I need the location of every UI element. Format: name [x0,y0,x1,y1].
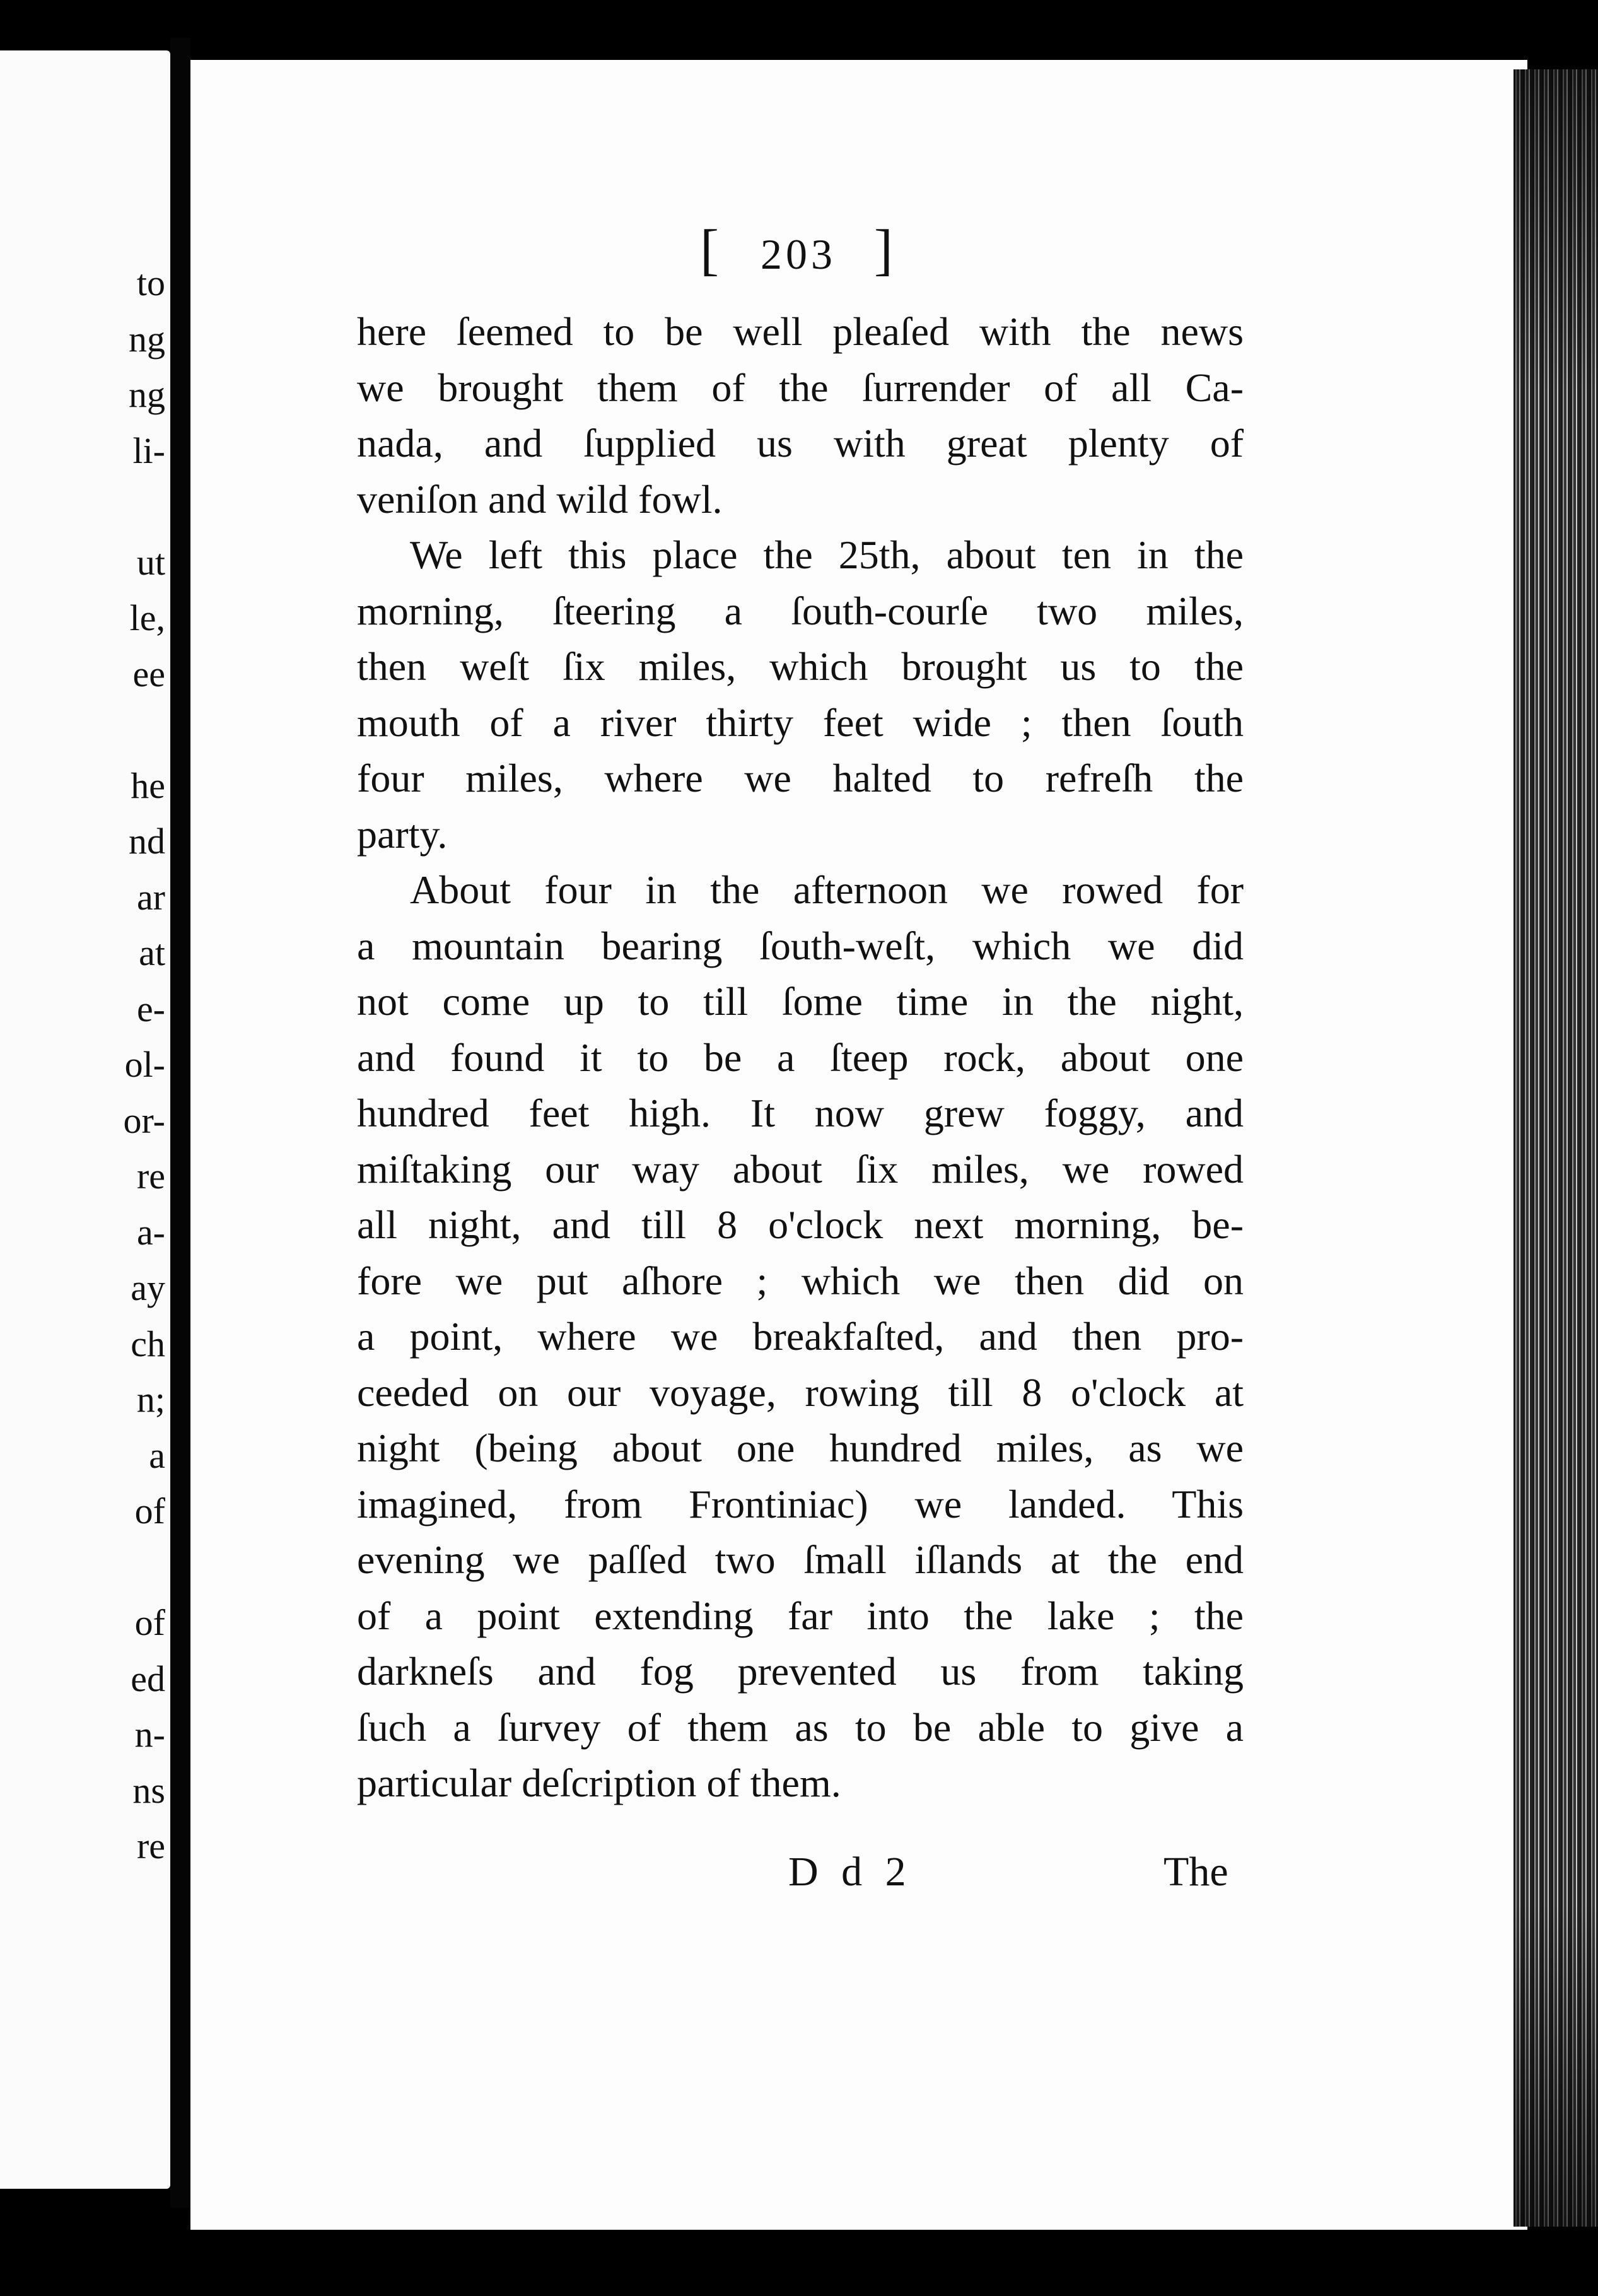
left-page-fragment: n; [136,1379,165,1420]
catchword: The [1164,1849,1228,1895]
left-page-fragment: ee [132,653,165,694]
text-line: a point, where we breakfaſted, and then pro- [357,1314,1244,1359]
left-page-fragment: ut [136,541,165,583]
left-page-fragment: li- [132,430,165,471]
text-line: then weſt ſix miles, which brought us to the [357,644,1244,689]
left-page-fragment: ng [129,374,165,415]
left-page-fragment: e- [136,988,165,1029]
text-line: mouth of a river thirty feet wide ; then ſouth [357,700,1244,745]
header-close-bracket: ] [873,219,897,281]
text-line: four miles, where we halted to refreſh the [357,756,1244,800]
signature-mark: D d 2 [788,1849,913,1895]
left-facing-page [0,50,170,2189]
text-line: About four in the afternoon we rowed for [410,867,1244,912]
left-page-fragment: ns [132,1769,165,1811]
left-page-fragment: n- [134,1714,165,1755]
text-line: ſuch a ſurvey of them as to be able to give a [357,1704,1244,1750]
left-page-fragment: a [149,1434,165,1476]
text-line: darkneſs and fog prevented us from taking [357,1649,1244,1694]
text-line: fore we put aſhore ; which we then did on [357,1258,1244,1303]
page-number: 203 [760,230,836,278]
left-page-fragment: of [134,1491,165,1532]
header-open-bracket: [ [700,219,723,281]
text-line: morning, ſteering a ſouth-courſe two miles, [357,588,1244,633]
text-line: not come up to till ſome time in the night, [357,979,1244,1024]
left-page-fragment: of [134,1602,165,1643]
page-edges [1513,69,1598,2227]
page-header [700,218,897,283]
left-page-fragment: a- [136,1211,165,1253]
text-line: ceeded on our voyage, rowing till 8 o'clock at [357,1369,1244,1415]
left-page-fragment: he [131,764,165,806]
text-line: of a point extending far into the lake ; the [357,1593,1244,1638]
text-line: we brought them of the ſurrender of all Ca- [357,365,1244,410]
left-page-fragment: ed [131,1658,165,1699]
text-line: hundred feet high. It now grew foggy, and [357,1091,1244,1135]
left-page-fragment: le, [129,597,165,638]
left-page-fragment: re [136,1825,165,1866]
left-page-fragment: or- [123,1099,165,1141]
text-line: miſtaking our way about ſix miles, we rowed [357,1146,1244,1192]
body-text [357,304,1244,1812]
text-line: a mountain bearing ſouth-weſt, which we did [357,923,1244,968]
text-line: and found it to be a ſteep rock, about one [357,1034,1244,1080]
text-line: party. [357,811,448,857]
page-edges-shade [1513,69,1598,2227]
left-page-fragment: nd [129,821,165,862]
text-line: all night, and till 8 o'clock next morning, be- [357,1202,1244,1247]
text-line: evening we paſſed two ſmall iſlands at the end [357,1537,1244,1582]
left-page-fragment: ar [136,876,165,918]
left-page-fragment: ng [129,318,165,360]
text-line: here ſeemed to be well pleaſed with the news [357,309,1244,354]
left-page-fragment: at [139,932,165,973]
left-page-fragment: ch [131,1323,165,1364]
text-line: veniſon and wild fowl. [357,476,723,522]
left-page-fragment: ay [131,1267,165,1308]
left-page-fragment: ol- [124,1044,165,1085]
text-line: particular deſcription of them. [357,1760,841,1805]
left-page-fragment: re [136,1156,165,1197]
book-gutter [170,38,190,2208]
text-line: imagined, from Frontiniac) we landed. This [357,1481,1244,1526]
text-line: night (being about one hundred miles, as we [357,1426,1244,1470]
text-line: We left this place the 25th, about ten in the [410,532,1244,577]
text-line: nada, and ſupplied us with great plenty of [357,421,1244,466]
left-page-fragment: to [136,262,165,303]
